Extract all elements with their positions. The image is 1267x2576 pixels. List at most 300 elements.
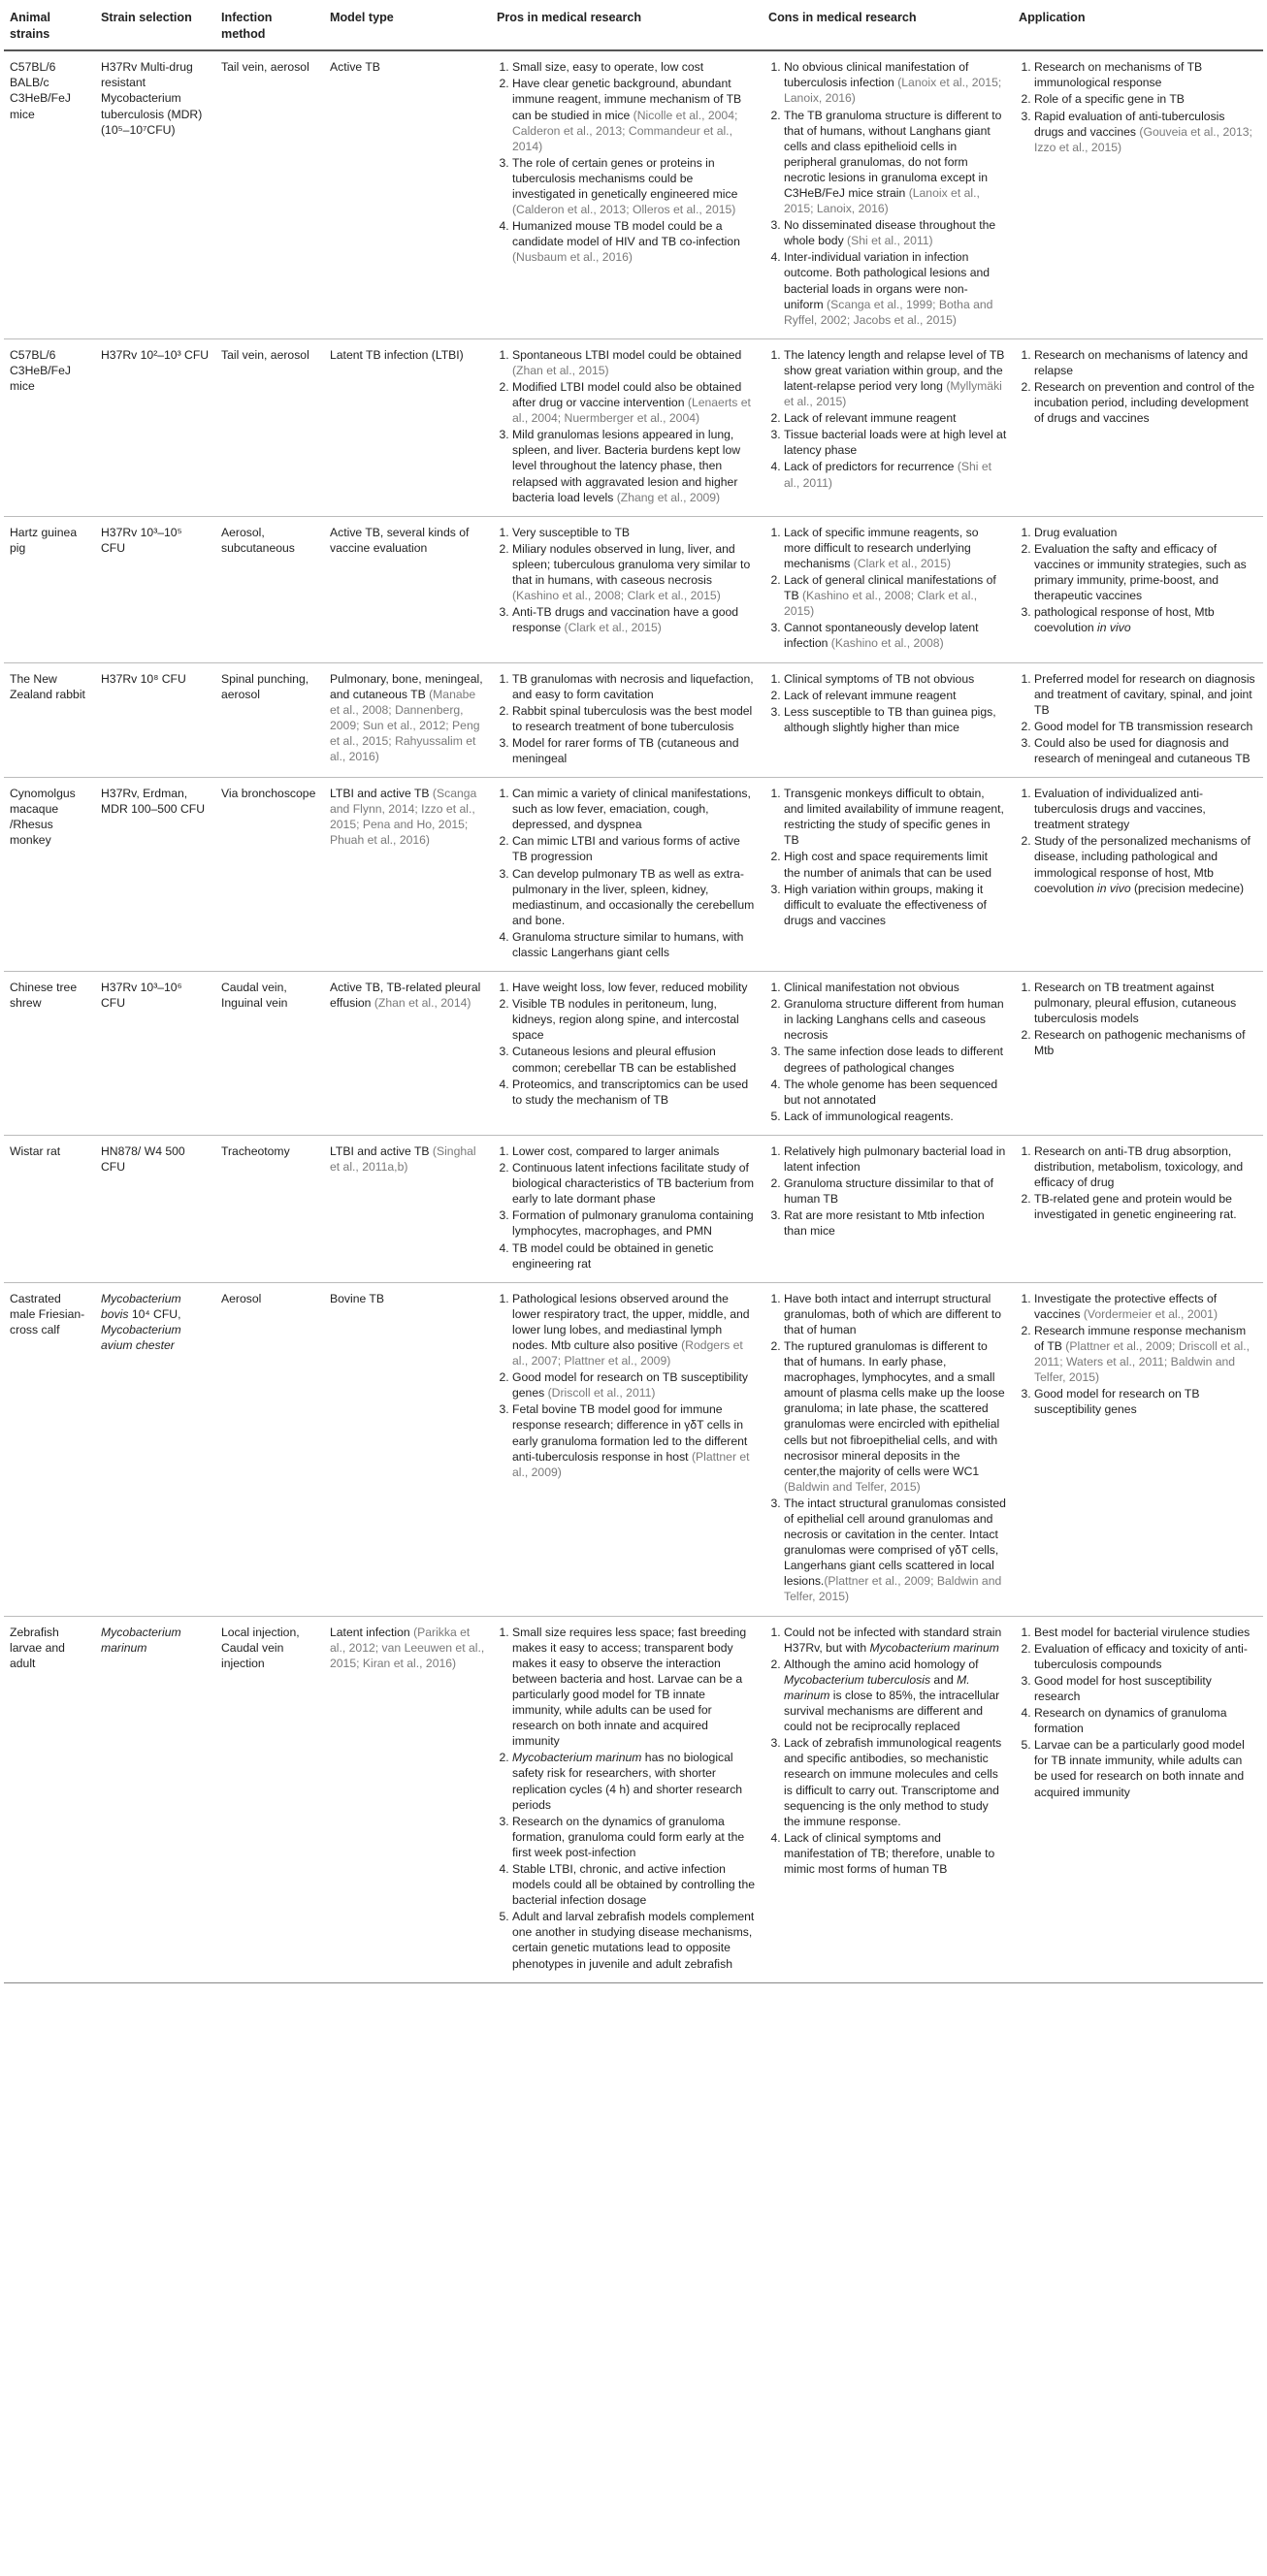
text-segment: Research on the dynamics of granuloma formation, granuloma could form early at the first week post-infection bbox=[512, 1814, 745, 1859]
text-segment: TB granulomas with necrosis and liquefaction, and easy to form cavitation bbox=[512, 671, 754, 701]
text-segment: Good model for host susceptibility research bbox=[1034, 1673, 1212, 1703]
text-segment: Lower cost, compared to larger animals bbox=[512, 1143, 720, 1158]
cell-animal-strain: Cynomolgus macaque /Rhesus monkey bbox=[4, 778, 95, 972]
list-item bbox=[1034, 1323, 1257, 1385]
header-cons: Cons in medical research bbox=[763, 4, 1013, 50]
list-item bbox=[512, 1369, 757, 1401]
cell-pros bbox=[491, 972, 763, 1136]
text-segment: Anti-TB drugs and vaccination have a good response bbox=[512, 605, 739, 635]
table-header-row bbox=[4, 4, 1263, 50]
citation: (Shi et al., 2011) bbox=[847, 234, 933, 248]
cell-pros bbox=[491, 516, 763, 662]
text-segment: Adult and larval zebrafish models complement one another in studying disease mechanisms, certain genetic mutations lead to opposite phenotypes in juvenile and adult zebrafish bbox=[512, 1910, 755, 1971]
text-segment: Evaluation the safty and efficacy of vaccines or immunity strategies, such as primary immunity, prime-boost, and therapeutic vaccines bbox=[1034, 541, 1247, 603]
cell-cons bbox=[763, 1616, 1013, 1982]
text-segment: No disseminated disease throughout the whole body bbox=[784, 218, 996, 248]
text-segment: Pathological lesions observed around the lower respiratory tract, the upper, middle, and lower lung lobes, and mediastinal lymph nodes. Mtb culture also positive bbox=[512, 1291, 750, 1352]
text-segment: Model for rarer forms of TB (cutaneous and meningeal bbox=[512, 735, 739, 765]
text-segment: Study of the personalized mechanisms of disease, including pathological and immological response of host, Mtb coevolution bbox=[1034, 834, 1251, 895]
text-segment: The same infection dose leads to different degrees of pathological changes bbox=[784, 1045, 1004, 1075]
list-item bbox=[784, 59, 1007, 106]
list-item bbox=[512, 541, 757, 603]
italic-term: Mycobacterium marinum bbox=[869, 1640, 999, 1655]
text-segment: The whole genome has been sequenced but not annotated bbox=[784, 1077, 998, 1107]
numbered-list bbox=[768, 1625, 1007, 1878]
list-item bbox=[512, 218, 757, 265]
cell-cons bbox=[763, 778, 1013, 972]
list-item bbox=[784, 704, 1007, 735]
text-segment: Lack of zebrafish immunological reagents and specific antibodies, so mechanistic research on immune molecules and cells is difficult to carry out. Transcriptome and sequencing is the only method to study the immune response. bbox=[784, 1736, 1002, 1828]
citation: (Kashino et al., 2008) bbox=[830, 636, 944, 651]
cell-strain-selection bbox=[95, 1282, 215, 1616]
text-segment: Less susceptible to TB than guinea pigs, although slightly higher than mice bbox=[784, 704, 996, 734]
text-segment: The TB granuloma structure is different to that of humans, without Langhans giant cells and class epithelioid cells in peripheral granulomas, do not form necrotic lesions in granuloma except in C3HeB/FeJ mice strain bbox=[784, 108, 1002, 200]
text-segment: Cannot spontaneously develop latent infection bbox=[784, 621, 979, 651]
cell-cons bbox=[763, 1282, 1013, 1616]
citation: (Scanga et al., 1999; Botha and Ryffel, 2002; Jacobs et al., 2015) bbox=[784, 297, 993, 327]
list-item bbox=[512, 379, 757, 426]
text-segment: (precision medecine) bbox=[1130, 881, 1245, 895]
cell-application bbox=[1013, 516, 1263, 662]
cell-strain-selection: H37Rv, Erdman, MDR 100–500 CFU bbox=[95, 778, 215, 972]
citation: (Lanoix et al., 2015; Lanoix, 2016) bbox=[784, 185, 980, 216]
cell-infection-method: Aerosol bbox=[215, 1282, 324, 1616]
numbered-list bbox=[497, 980, 757, 1108]
list-item bbox=[1034, 735, 1257, 766]
list-item bbox=[784, 688, 1007, 703]
list-item bbox=[512, 427, 757, 504]
header-infection-method: Infection method bbox=[215, 4, 324, 50]
citation: (Driscoll et al., 2011) bbox=[547, 1386, 656, 1401]
citation: (Nicolle et al., 2004; Calderon et al., 2013; Commandeur et al., 2014) bbox=[512, 108, 738, 153]
text-segment: Formation of pulmonary granuloma containing lymphocytes, macrophages, and PMN bbox=[512, 1208, 754, 1239]
numbered-list bbox=[497, 786, 757, 960]
list-item bbox=[1034, 1705, 1257, 1736]
text-segment: High variation within groups, making it difficult to evaluate the effectiveness of drugs and vaccines bbox=[784, 882, 987, 927]
text-segment: TB model could be obtained in genetic engineering rat bbox=[512, 1240, 714, 1271]
text-segment: Could not be infected with standard strain H37Rv, but with bbox=[784, 1625, 1002, 1655]
text-segment: Research on mechanisms of TB immunological response bbox=[1034, 60, 1203, 90]
text-segment: Good model for research on TB susceptibility genes bbox=[1034, 1387, 1200, 1417]
text-segment: Preferred model for research on diagnosis and treatment of cavitary, spinal, and joint TB bbox=[1034, 671, 1255, 717]
text-segment: Miliary nodules observed in lung, liver, and spleen; tuberculous granuloma very similar to that in humans, with caseous necrosis bbox=[512, 541, 751, 588]
numbered-list bbox=[768, 59, 1007, 328]
text-segment: Active TB, several kinds of vaccine evaluation bbox=[330, 525, 470, 555]
cell-model-type bbox=[324, 1135, 491, 1282]
text-segment: Good model for research on TB susceptibility genes bbox=[512, 1370, 748, 1401]
header-animal-strains: Animal strains bbox=[4, 4, 95, 50]
list-item bbox=[1034, 719, 1257, 734]
citation: (Kashino et al., 2008; Clark et al., 2015) bbox=[784, 589, 978, 619]
citation: (Singhal et al., 2011a,b) bbox=[330, 1143, 476, 1175]
list-item bbox=[1034, 786, 1257, 832]
cell-infection-method: Aerosol, subcutaneous bbox=[215, 516, 324, 662]
italic-term: in vivo bbox=[1097, 621, 1131, 635]
list-item bbox=[784, 671, 1007, 687]
cell-pros bbox=[491, 662, 763, 778]
list-item bbox=[784, 1338, 1007, 1495]
list-item bbox=[784, 996, 1007, 1043]
text-segment: Role of a specific gene in TB bbox=[1034, 92, 1185, 107]
list-item bbox=[784, 1291, 1007, 1337]
numbered-list bbox=[497, 1625, 757, 1972]
text-segment: 10⁴ CFU, bbox=[128, 1306, 181, 1321]
numbered-list bbox=[768, 525, 1007, 652]
text-segment: Very susceptible to TB bbox=[512, 525, 631, 539]
text-segment: Rapid evaluation of anti-tuberculosis drugs and vaccines bbox=[1034, 109, 1225, 139]
list-item bbox=[512, 671, 757, 702]
citation: (Nusbaum et al., 2016) bbox=[512, 250, 633, 265]
text-segment: Active TB bbox=[330, 60, 380, 75]
list-item bbox=[512, 703, 757, 734]
text-segment: Research immune response mechanism of TB bbox=[1034, 1323, 1247, 1353]
cell-model-type bbox=[324, 1282, 491, 1616]
cell-application bbox=[1013, 1282, 1263, 1616]
list-item bbox=[512, 929, 757, 960]
list-item bbox=[784, 1830, 1007, 1877]
header-application: Application bbox=[1013, 4, 1263, 50]
list-item bbox=[1034, 379, 1257, 426]
cell-pros bbox=[491, 338, 763, 516]
cell-model-type bbox=[324, 778, 491, 972]
text-segment: The ruptured granulomas is different to that of humans. In early phase, macrophages, lymphocytes, and a small amount of plasma cells make up the loose granuloma; in late phase, the scattered granulomas were encircled with epithelial cells but not fibroepithelial cells, and with necrosisor mineral deposits in the center,the majority of cells were WC1 bbox=[784, 1338, 1005, 1478]
text-segment: Inter-individual variation in infection outcome. Both pathological lesions and bacterial loads in organs were non-uniform bbox=[784, 250, 991, 311]
text-segment: Have weight loss, low fever, reduced mobility bbox=[512, 981, 748, 995]
citation: (Clark et al., 2015) bbox=[853, 556, 952, 570]
list-item bbox=[1034, 1641, 1257, 1672]
list-item bbox=[1034, 671, 1257, 718]
table-row bbox=[4, 338, 1263, 516]
cell-strain-selection: H37Rv 10³–10⁵ CFU bbox=[95, 516, 215, 662]
text-segment: Drug evaluation bbox=[1034, 525, 1118, 539]
list-item bbox=[784, 620, 1007, 651]
list-item bbox=[512, 1625, 757, 1750]
text-segment: Although the amino acid homology of bbox=[784, 1657, 979, 1671]
cell-infection-method: Tail vein, aerosol bbox=[215, 50, 324, 338]
list-item bbox=[784, 882, 1007, 928]
list-item bbox=[1034, 91, 1257, 107]
list-item bbox=[784, 980, 1007, 995]
table-row bbox=[4, 50, 1263, 338]
text-segment: The latency length and relapse level of TB show great variation within group, and the latent-relapse period very long bbox=[784, 347, 1005, 393]
numbered-list bbox=[497, 525, 757, 636]
cell-strain-selection: H37Rv 10²–10³ CFU bbox=[95, 338, 215, 516]
header-model-type: Model type bbox=[324, 4, 491, 50]
list-item bbox=[512, 866, 757, 928]
text-segment: Latent infection bbox=[330, 1625, 414, 1639]
text-segment: Clinical symptoms of TB not obvious bbox=[784, 671, 975, 686]
citation: (Plattner et al., 2009) bbox=[512, 1449, 750, 1479]
list-item bbox=[512, 347, 757, 378]
cell-animal-strain: Castrated male Friesian-cross calf bbox=[4, 1282, 95, 1616]
numbered-list bbox=[1019, 980, 1257, 1058]
text-segment: Can mimic LTBI and various forms of active TB progression bbox=[512, 834, 740, 864]
text-segment: Clinical manifestation not obvious bbox=[784, 981, 959, 995]
text-segment: TB-related gene and protein would be investigated in genetic engineering rat. bbox=[1034, 1192, 1237, 1222]
header-strain-selection: Strain selection bbox=[95, 4, 215, 50]
text-segment: High cost and space requirements limit the number of animals that can be used bbox=[784, 850, 992, 880]
numbered-list bbox=[1019, 347, 1257, 426]
text-segment: Research on dynamics of granuloma formation bbox=[1034, 1706, 1227, 1736]
table-row bbox=[4, 972, 1263, 1136]
text-segment: Proteomics, and transcriptomics can be used to study the mechanism of TB bbox=[512, 1077, 749, 1107]
list-item bbox=[1034, 59, 1257, 90]
text-segment: Can mimic a variety of clinical manifestations, such as low fever, emaciation, cough, depressed, and dyspnea bbox=[512, 787, 751, 832]
citation: (Zhang et al., 2009) bbox=[616, 490, 721, 504]
numbered-list bbox=[1019, 525, 1257, 636]
list-item bbox=[784, 1625, 1007, 1656]
list-item bbox=[1034, 1673, 1257, 1704]
citation: (Plattner et al., 2009; Baldwin and Telfer, 2015) bbox=[784, 1574, 1002, 1604]
cell-application bbox=[1013, 1616, 1263, 1982]
list-item bbox=[512, 1909, 757, 1971]
cell-animal-strain: The New Zealand rabbit bbox=[4, 662, 95, 778]
list-item bbox=[512, 59, 757, 75]
citation: (Lanoix et al., 2015; Lanoix, 2016) bbox=[784, 76, 1002, 106]
cell-application bbox=[1013, 662, 1263, 778]
text-segment: Bovine TB bbox=[330, 1291, 385, 1305]
cell-strain-selection: HN878/ W4 500 CFU bbox=[95, 1135, 215, 1282]
text-segment: Continuous latent infections facilitate study of biological characteristics of TB bacterium from early to late dormant phase bbox=[512, 1161, 755, 1207]
list-item bbox=[784, 410, 1007, 426]
header-pros: Pros in medical research bbox=[491, 4, 763, 50]
citation: (Kashino et al., 2008; Clark et al., 2015) bbox=[512, 589, 721, 603]
text-segment: Research on anti-TB drug absorption, distribution, metabolism, toxicology, and efficacy of drug bbox=[1034, 1143, 1244, 1190]
text-segment: is close to 85%, the intracellular survival mechanisms are different and could not be reciprocally replaced bbox=[784, 1688, 1000, 1734]
citation: (Plattner et al., 2009; Driscoll et al., 2011; Waters et al., 2011; Baldwin and Telfer, 2015) bbox=[1034, 1338, 1250, 1385]
numbered-list bbox=[768, 671, 1007, 735]
list-item bbox=[1034, 347, 1257, 378]
list-item bbox=[1034, 525, 1257, 540]
citation: (Parikka et al., 2012; van Leeuwen et al., 2015; Kiran et al., 2016) bbox=[330, 1625, 485, 1670]
numbered-list bbox=[768, 786, 1007, 928]
list-item bbox=[784, 217, 1007, 248]
list-item bbox=[1034, 1191, 1257, 1222]
italic-term: Mycobacterium marinum bbox=[101, 1625, 181, 1655]
list-item bbox=[512, 604, 757, 635]
numbered-list bbox=[1019, 1625, 1257, 1800]
citation: (Zhan et al., 2015) bbox=[512, 363, 609, 377]
text-segment: Relatively high pulmonary bacterial load in latent infection bbox=[784, 1143, 1006, 1175]
list-item bbox=[512, 996, 757, 1043]
list-item bbox=[784, 1143, 1007, 1175]
text-segment: LTBI and active TB bbox=[330, 787, 433, 801]
list-item bbox=[784, 459, 1007, 490]
list-item bbox=[512, 1044, 757, 1075]
cell-cons bbox=[763, 972, 1013, 1136]
text-segment: Research on mechanisms of latency and relapse bbox=[1034, 347, 1249, 377]
italic-term: Mycobacterium avium chester bbox=[101, 1322, 181, 1352]
text-segment: Lack of relevant immune reagent bbox=[784, 688, 957, 702]
list-item bbox=[784, 249, 1007, 327]
cell-application bbox=[1013, 1135, 1263, 1282]
list-item bbox=[512, 1814, 757, 1860]
list-item bbox=[512, 1750, 757, 1812]
cell-application bbox=[1013, 778, 1263, 972]
list-item bbox=[512, 1861, 757, 1908]
cell-model-type bbox=[324, 662, 491, 778]
text-segment: has no biological safety risk for researchers, with shorter replication cycles (4 h) and shorter research periods bbox=[512, 1751, 743, 1812]
cell-infection-method: Caudal vein, Inguinal vein bbox=[215, 972, 324, 1136]
list-item bbox=[1034, 1143, 1257, 1190]
text-segment: Lack of relevant immune reagent bbox=[784, 411, 957, 426]
list-item bbox=[512, 1291, 757, 1368]
list-item bbox=[512, 1240, 757, 1272]
text-segment: Rat are more resistant to Mtb infection than mice bbox=[784, 1208, 985, 1239]
citation: (Vordermeier et al., 2001) bbox=[1083, 1306, 1218, 1321]
cell-infection-method: Local injection, Caudal vein injection bbox=[215, 1616, 324, 1982]
cell-pros bbox=[491, 1282, 763, 1616]
text-segment: LTBI and active TB bbox=[330, 1143, 433, 1158]
list-item bbox=[512, 1077, 757, 1108]
cell-cons bbox=[763, 1135, 1013, 1282]
cell-strain-selection: H37Rv 10⁸ CFU bbox=[95, 662, 215, 778]
text-segment: Larvae can be a particularly good model for TB innate immunity, while adults can be used for research on both innate and acquired immunity bbox=[1034, 1738, 1245, 1799]
list-item bbox=[1034, 541, 1257, 603]
list-item bbox=[784, 525, 1007, 571]
list-item bbox=[1034, 980, 1257, 1026]
text-segment: Can develop pulmonary TB as well as extra-pulmonary in the liver, spleen, kidney, mediastinum, and occasionally the cerebellum and bone. bbox=[512, 866, 755, 927]
list-item bbox=[1034, 1625, 1257, 1640]
list-item bbox=[784, 1175, 1007, 1207]
cell-animal-strain: C57BL/6 BALB/c C3HeB/FeJ mice bbox=[4, 50, 95, 338]
text-segment: Lack of clinical symptoms and manifestation of TB; therefore, unable to mimic most forms of human TB bbox=[784, 1830, 995, 1876]
text-segment: Rabbit spinal tuberculosis was the best model to research treatment of bone tuberculosis bbox=[512, 703, 753, 733]
table-row bbox=[4, 516, 1263, 662]
cell-animal-strain: Chinese tree shrew bbox=[4, 972, 95, 1136]
list-item bbox=[784, 1496, 1007, 1605]
citation: (Clark et al., 2015) bbox=[564, 621, 662, 635]
numbered-list bbox=[1019, 786, 1257, 896]
text-segment: Cutaneous lesions and pleural effusion common; cerebellar TB can be established bbox=[512, 1045, 736, 1075]
numbered-list bbox=[1019, 59, 1257, 155]
italic-term: Mycobacterium bovis bbox=[101, 1291, 181, 1321]
citation: (Zhan et al., 2014) bbox=[374, 996, 471, 1011]
text-segment: Active TB, TB-related pleural effusion bbox=[330, 981, 481, 1011]
text-segment: Could also be used for diagnosis and research of meningeal and cutaneous TB bbox=[1034, 735, 1251, 765]
text-segment: Small size, easy to operate, low cost bbox=[512, 60, 704, 75]
numbered-list bbox=[497, 347, 757, 505]
cell-animal-strain: Hartz guinea pig bbox=[4, 516, 95, 662]
list-item bbox=[1034, 1737, 1257, 1799]
list-item bbox=[512, 833, 757, 864]
text-segment: Stable LTBI, chronic, and active infection models could all be obtained by controlling the bacterial infection dosage bbox=[512, 1861, 756, 1908]
cell-strain-selection bbox=[95, 1616, 215, 1982]
numbered-list bbox=[1019, 1291, 1257, 1418]
cell-pros bbox=[491, 1616, 763, 1982]
text-segment: and bbox=[930, 1672, 958, 1687]
numbered-list bbox=[768, 980, 1007, 1124]
cell-cons bbox=[763, 50, 1013, 338]
cell-model-type bbox=[324, 50, 491, 338]
text-segment: Latent TB infection (LTBI) bbox=[330, 347, 464, 362]
text-segment: Research on prevention and control of the incubation period, including development of drugs and vaccines bbox=[1034, 380, 1254, 426]
italic-term: in vivo bbox=[1097, 881, 1131, 895]
numbered-list bbox=[497, 671, 757, 767]
text-segment: Granuloma structure dissimilar to that of human TB bbox=[784, 1176, 994, 1207]
cell-animal-strain: C57BL/6 C3HeB/FeJ mice bbox=[4, 338, 95, 516]
cell-cons bbox=[763, 662, 1013, 778]
citation: (Shi et al., 2011) bbox=[784, 460, 992, 490]
cell-application bbox=[1013, 972, 1263, 1136]
text-segment: Lack of immunological reagents. bbox=[784, 1109, 954, 1123]
text-segment: Research on TB treatment against pulmonary, pleural effusion, cutaneous tuberculosis models bbox=[1034, 981, 1237, 1026]
table-row bbox=[4, 662, 1263, 778]
numbered-list bbox=[1019, 1143, 1257, 1222]
table-row bbox=[4, 1135, 1263, 1282]
cell-pros bbox=[491, 50, 763, 338]
text-segment: Small size requires less space; fast breeding makes it easy to access; transparent body makes it easy to observe the interaction between bacteria and host. Larvae can be a particularly good model for TB innate immunity, while adults can be used for research on both innate and acquired immunity bbox=[512, 1625, 747, 1749]
cell-model-type bbox=[324, 1616, 491, 1982]
table-row bbox=[4, 1616, 1263, 1982]
list-item bbox=[784, 572, 1007, 619]
numbered-list bbox=[768, 1143, 1007, 1240]
text-segment: Evaluation of efficacy and toxicity of anti-tuberculosis compounds bbox=[1034, 1641, 1248, 1671]
list-item bbox=[512, 1208, 757, 1239]
list-item bbox=[512, 1160, 757, 1207]
text-segment: Evaluation of individualized anti-tuberculosis drugs and vaccines, treatment strategy bbox=[1034, 787, 1206, 832]
text-segment: Best model for bacterial virulence studies bbox=[1034, 1625, 1251, 1639]
cell-cons bbox=[763, 516, 1013, 662]
text-segment: The role of certain genes or proteins in tuberculosis mechanisms could be investigated in genetically engineered mice bbox=[512, 155, 738, 201]
cell-animal-strain: Zebrafish larvae and adult bbox=[4, 1616, 95, 1982]
list-item bbox=[784, 108, 1007, 217]
cell-infection-method: Tracheotomy bbox=[215, 1135, 324, 1282]
citation: (Scanga and Flynn, 2014; Izzo et al., 2015; Pena and Ho, 2015; Phuah et al., 2016) bbox=[330, 787, 477, 848]
table-row bbox=[4, 1282, 1263, 1616]
cell-application bbox=[1013, 50, 1263, 338]
cell-model-type bbox=[324, 338, 491, 516]
italic-term: Mycobacterium marinum bbox=[512, 1751, 642, 1765]
text-segment: pathological response of host, Mtb coevolution bbox=[1034, 605, 1215, 635]
list-item bbox=[784, 849, 1007, 880]
list-item bbox=[1034, 109, 1257, 155]
text-segment: Have both intact and interrupt structural granulomas, both of which are different to that of human bbox=[784, 1291, 1002, 1336]
numbered-list bbox=[497, 59, 757, 265]
text-segment: Humanized mouse TB model could be a candidate model of HIV and TB co-infection bbox=[512, 219, 740, 249]
text-segment: Investigate the protective effects of vaccines bbox=[1034, 1291, 1218, 1321]
text-segment: Research on pathogenic mechanisms of Mtb bbox=[1034, 1028, 1246, 1058]
cell-model-type bbox=[324, 972, 491, 1136]
list-item bbox=[512, 155, 757, 217]
list-item bbox=[512, 735, 757, 766]
list-item bbox=[784, 1044, 1007, 1075]
list-item bbox=[784, 427, 1007, 458]
list-item bbox=[512, 786, 757, 832]
text-segment: Mild granulomas lesions appeared in lung, spleen, and liver. Bacteria burdens kept low level throughout the latency phase, then relapsed with aggravated lesion and higher bacteria load levels bbox=[512, 428, 741, 504]
cell-strain-selection: H37Rv 10³–10⁶ CFU bbox=[95, 972, 215, 1136]
list-item bbox=[1034, 1291, 1257, 1322]
list-item bbox=[784, 1109, 1007, 1124]
list-item bbox=[784, 786, 1007, 848]
list-item bbox=[512, 1401, 757, 1479]
text-segment: Good model for TB transmission research bbox=[1034, 719, 1253, 733]
text-segment: Lack of specific immune reagents, so more difficult to research underlying mechanisms bbox=[784, 525, 979, 570]
numbered-list bbox=[768, 347, 1007, 491]
text-segment: Visible TB nodules in peritoneum, lung, kidneys, region along spine, and intercostal space bbox=[512, 997, 739, 1043]
citation: (Lenaerts et al., 2004; Nuermberger et al., 2004) bbox=[512, 396, 751, 426]
cell-application bbox=[1013, 338, 1263, 516]
text-segment: Pulmonary, bone, meningeal, and cutaneous TB bbox=[330, 671, 483, 701]
text-segment: Tissue bacterial loads were at high level at latency phase bbox=[784, 428, 1007, 458]
list-item bbox=[1034, 604, 1257, 635]
text-segment: Spontaneous LTBI model could be obtained bbox=[512, 347, 742, 362]
list-item bbox=[512, 76, 757, 153]
text-segment: Lack of general clinical manifestations of TB bbox=[784, 573, 996, 603]
text-segment: No obvious clinical manifestation of tuberculosis infection bbox=[784, 60, 969, 90]
cell-infection-method: Spinal punching, aerosol bbox=[215, 662, 324, 778]
list-item bbox=[784, 1735, 1007, 1829]
